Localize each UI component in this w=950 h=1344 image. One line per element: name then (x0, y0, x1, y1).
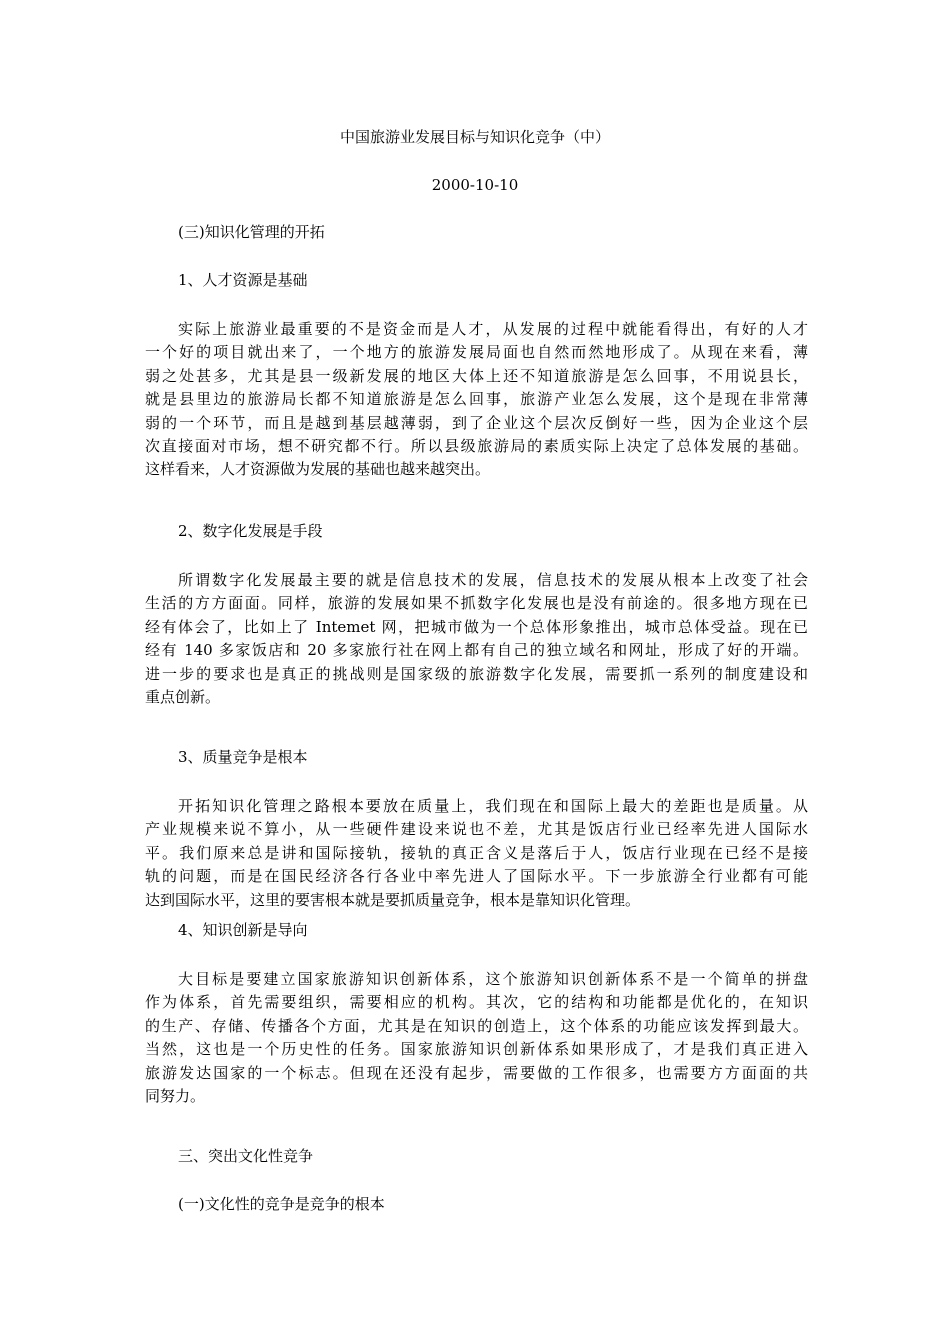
paragraph-line: 作为体系，首先需要组织，需要相应的机构。其次，它的结构和功能都是优化的，在知识 (145, 993, 808, 1012)
subsection-heading-3: 3、质量竞争是根本 (178, 748, 308, 766)
paragraph-line: 次直接面对市场，想不研究都不行。所以县级旅游局的素质实际上决定了总体发展的基础。 (145, 436, 808, 455)
paragraph-line: 所谓数字化发展最主要的就是信息技术的发展，信息技术的发展从根本上改变了社会 (178, 571, 808, 589)
paragraph-line: 生活的方方面面。同样，旅游的发展如果不抓数字化发展也是没有前途的。很多地方现在已 (145, 594, 808, 613)
paragraph-1 (145, 318, 808, 482)
paragraph-2 (145, 569, 808, 709)
paragraph-line: 进一步的要求也是真正的挑战则是国家级的旅游数字化发展，需要抓一系列的制度建设和 (145, 664, 808, 683)
section-heading-3: 三、突出文化性竞争 (178, 1147, 314, 1165)
paragraph-line: 旅游发达国家的一个标志。但现在还没有起步，需要做的工作很多，也需要方方面面的共 (145, 1063, 808, 1082)
paragraph-line: 产业规模来说不算小，从一些硬件建设来说也不差，尤其是饭店行业已经率先进人国际水 (145, 820, 808, 839)
paragraph-line: 就是县里边的旅游局长都不知道旅游是怎么回事，旅游产业怎么发展，这个是现在非常薄 (145, 390, 808, 409)
subsection-heading-2: 2、数字化发展是手段 (178, 522, 323, 540)
subsection-heading-1: 1、人才资源是基础 (178, 271, 308, 289)
paragraph-line: 轨的问题，而是在国民经济各行各业中率先进人了国际水平。下一步旅游全行业都有可能 (145, 867, 808, 886)
paragraph-line: 经有 140 多家饭店和 20 多家旅行社在网上都有自己的独立域名和网址，形成了好的开端。 (145, 641, 808, 660)
paragraph-line: 弱之处甚多，尤其是县一级新发展的地区大体上还不知道旅游是怎么回事，不用说县长， (145, 366, 808, 385)
subsection-heading-4: 4、知识创新是导向 (178, 921, 308, 939)
paragraph-4 (145, 968, 808, 1108)
paragraph-line: 实际上旅游业最重要的不是资金而是人才，从发展的过程中就能看得出，有好的人才 (178, 320, 808, 338)
paragraph-line: 的生产、存储、传播各个方面，尤其是在知识的创造上，这个体系的功能应该发挥到最大。 (145, 1016, 808, 1035)
paragraph-line: 经有体会了，比如上了 Intemet 网，把城市做为一个总体形象推出，城市总体受益。现在已 (145, 617, 808, 636)
section-heading: (三)知识化管理的开拓 (178, 223, 325, 241)
paragraph-line: 一个好的项目就出来了，一个地方的旅游发展局面也自然而然地形成了。从现在来看，薄 (145, 343, 808, 362)
paragraph-line: 重点创新。 (145, 687, 221, 706)
paragraph-3 (145, 795, 808, 912)
paragraph-line: 大目标是要建立国家旅游知识创新体系，这个旅游知识创新体系不是一个简单的拼盘 (178, 970, 808, 988)
paragraph-line: 当然，这也是一个历史性的任务。国家旅游知识创新体系如果形成了，才是我们真正进入 (145, 1040, 808, 1059)
section-subheading-3-1: (一)文化性的竞争是竞争的根本 (178, 1195, 385, 1213)
paragraph-line: 达到国际水平，这里的要害根本就是要抓质量竞争，根本是靠知识化管理。 (145, 890, 641, 909)
paragraph-line: 同努力。 (145, 1086, 206, 1105)
paragraph-line: 这样看来，人才资源做为发展的基础也越来越突出。 (145, 460, 491, 479)
document-title: 中国旅游业发展目标与知识化竞争（中） (339, 128, 610, 146)
paragraph-line: 弱的一个环节，而且是越到基层越薄弱，到了企业这个层次反倒好一些，因为企业这个层 (145, 413, 808, 432)
paragraph-line: 开拓知识化管理之路根本要放在质量上，我们现在和国际上最大的差距也是质量。从 (178, 797, 808, 815)
document-date: 2000-10-10 (431, 176, 519, 194)
paragraph-line: 平。我们原来总是讲和国际接轨，接轨的真正含义是落后于人，饭店行业现在已经不是接 (145, 843, 808, 862)
